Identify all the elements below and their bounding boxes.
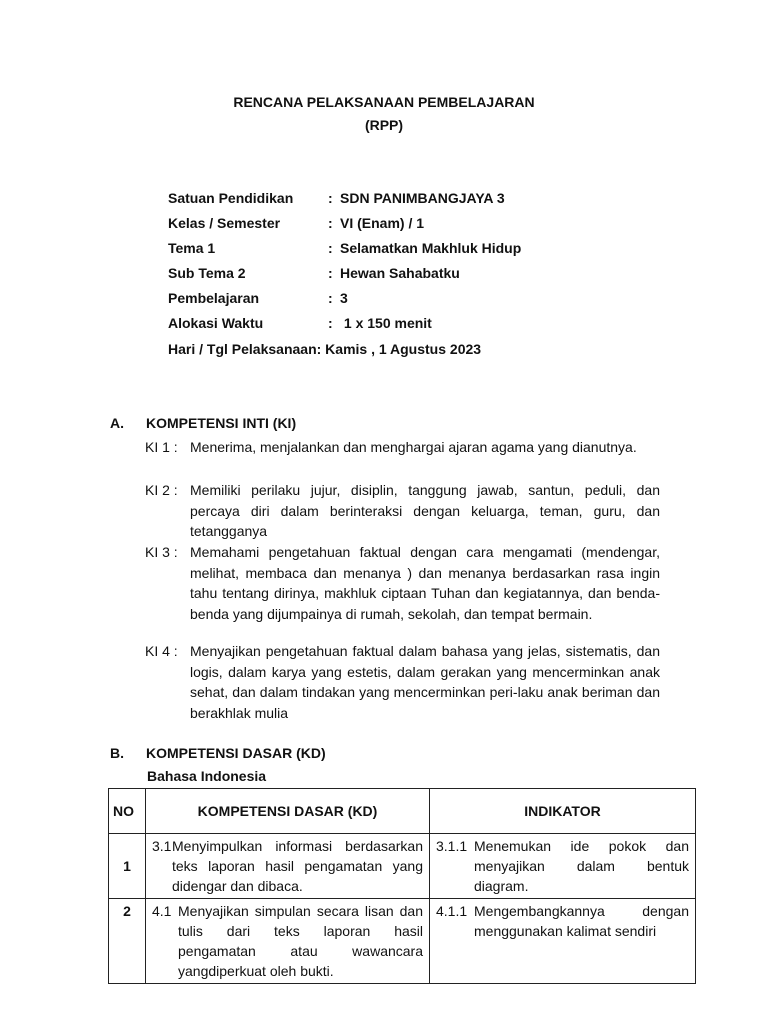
info-colon: : [328, 190, 333, 206]
column-header-no: NO [109, 789, 146, 834]
info-colon: : [328, 290, 333, 306]
info-value: SDN PANIMBANGJAYA 3 [340, 190, 505, 206]
kd-table [108, 788, 696, 984]
subject-label: Bahasa Indonesia [147, 768, 267, 784]
table-row [109, 834, 696, 899]
document-title: RENCANA PELAKSANAAN PEMBELAJARAN [233, 94, 535, 110]
ki-text: Menerima, menjalankan dan menghargai ajaran agama yang dianutnya. [190, 439, 637, 455]
info-label: Pembelajaran [168, 290, 260, 306]
section-title: KOMPETENSI INTI (KI) [146, 415, 297, 431]
info-row-hari: Hari / Tgl Pelaksanaan: Kamis , 1 Agustus 2023 [168, 341, 482, 357]
ki-item-2 [145, 480, 660, 542]
column-header-indikator: INDIKATOR [430, 789, 696, 834]
ki-item-4 [145, 641, 660, 723]
ki-text: Memiliki perilaku jujur, disiplin, tanggung jawab, santun, peduli, dan percaya diri dalam berinteraksi dengan keluarga, teman, guru, dan tetangganya [190, 482, 660, 539]
section-title: KOMPETENSI DASAR (KD) [146, 745, 326, 761]
kd-code: 3.1 [152, 838, 172, 854]
info-label: Alokasi Waktu [168, 315, 264, 331]
ki-label: KI 2 : [145, 482, 178, 498]
ki-text: Menyajikan pengetahuan faktual dalam bahasa yang jelas, sistematis, dan logis, dalam karya yang estetis, dalam gerakan yang mencerminkan anak sehat, dan dalam tindakan yang mencerminkan peri-laku anak beriman dan berakhlak mulia [190, 643, 660, 721]
kd-code: 4.1 [152, 903, 172, 919]
section-b-heading [110, 745, 326, 761]
info-colon: : [328, 265, 333, 281]
info-colon: : [328, 315, 333, 331]
indikator-text: Menemukan ide pokok dan menyajikan dalam bentuk diagram. [474, 838, 689, 894]
table-row [109, 899, 696, 984]
info-value: 1 x 150 menit [340, 315, 432, 331]
document-subtitle: (RPP) [364, 117, 404, 133]
table-header-row [109, 789, 696, 834]
info-value: 3 [340, 290, 348, 306]
kd-cell [146, 834, 430, 899]
indikator-code: 4.1.1 [436, 903, 468, 919]
ki-label: KI 4 : [145, 643, 178, 659]
section-a-heading [110, 415, 296, 431]
row-number: 2 [109, 899, 146, 984]
info-row-kelas [168, 215, 424, 231]
ki-item-3 [145, 542, 660, 624]
info-label: Sub Tema 2 [168, 265, 246, 281]
section-letter: A. [110, 415, 124, 431]
info-colon: : [328, 240, 333, 256]
section-letter: B. [110, 745, 124, 761]
info-label: Satuan Pendidikan [168, 190, 294, 206]
column-header-kd: KOMPETENSI DASAR (KD) [146, 789, 430, 834]
info-colon: : [328, 215, 333, 231]
info-value: VI (Enam) / 1 [340, 215, 425, 231]
kd-text: Menyajikan simpulan secara lisan dan tulis dari teks laporan hasil pengamatan atau wawancara yangdiperkuat oleh bukti. [178, 903, 423, 979]
info-label: Kelas / Semester [168, 215, 281, 231]
indikator-cell [430, 899, 696, 984]
info-row-tema [168, 240, 521, 256]
info-value: Hewan Sahabatku [340, 265, 460, 281]
info-row-subtema [168, 265, 460, 281]
info-row-pembelajaran [168, 290, 348, 306]
ki-label: KI 1 : [145, 439, 178, 455]
kd-cell [146, 899, 430, 984]
ki-text: Memahami pengetahuan faktual dengan cara mengamati (mendengar, melihat, membaca dan menanya ) dan menanya berdasarkan rasa ingin tahu tentang dirinya, makhluk ciptaan Tuhan dan kegiatannya, dan benda-benda yang dijumpainya di rumah, sekolah, dan tempat bermain. [190, 544, 660, 622]
row-number: 1 [109, 834, 146, 899]
info-value: Selamatkan Makhluk Hidup [340, 240, 522, 256]
info-row-alokasi [168, 315, 432, 331]
indikator-code: 3.1.1 [436, 838, 468, 854]
info-label: Tema 1 [168, 240, 216, 256]
ki-item-1 [145, 437, 660, 458]
indikator-cell [430, 834, 696, 899]
kd-text: Menyimpulkan informasi berdasarkan teks laporan hasil pengamatan yang didengar dan dibaca. [172, 838, 423, 894]
indikator-text: Mengembangkannya dengan menggunakan kalimat sendiri [474, 903, 689, 939]
info-row-satuan [168, 190, 505, 206]
ki-label: KI 3 : [145, 544, 178, 560]
